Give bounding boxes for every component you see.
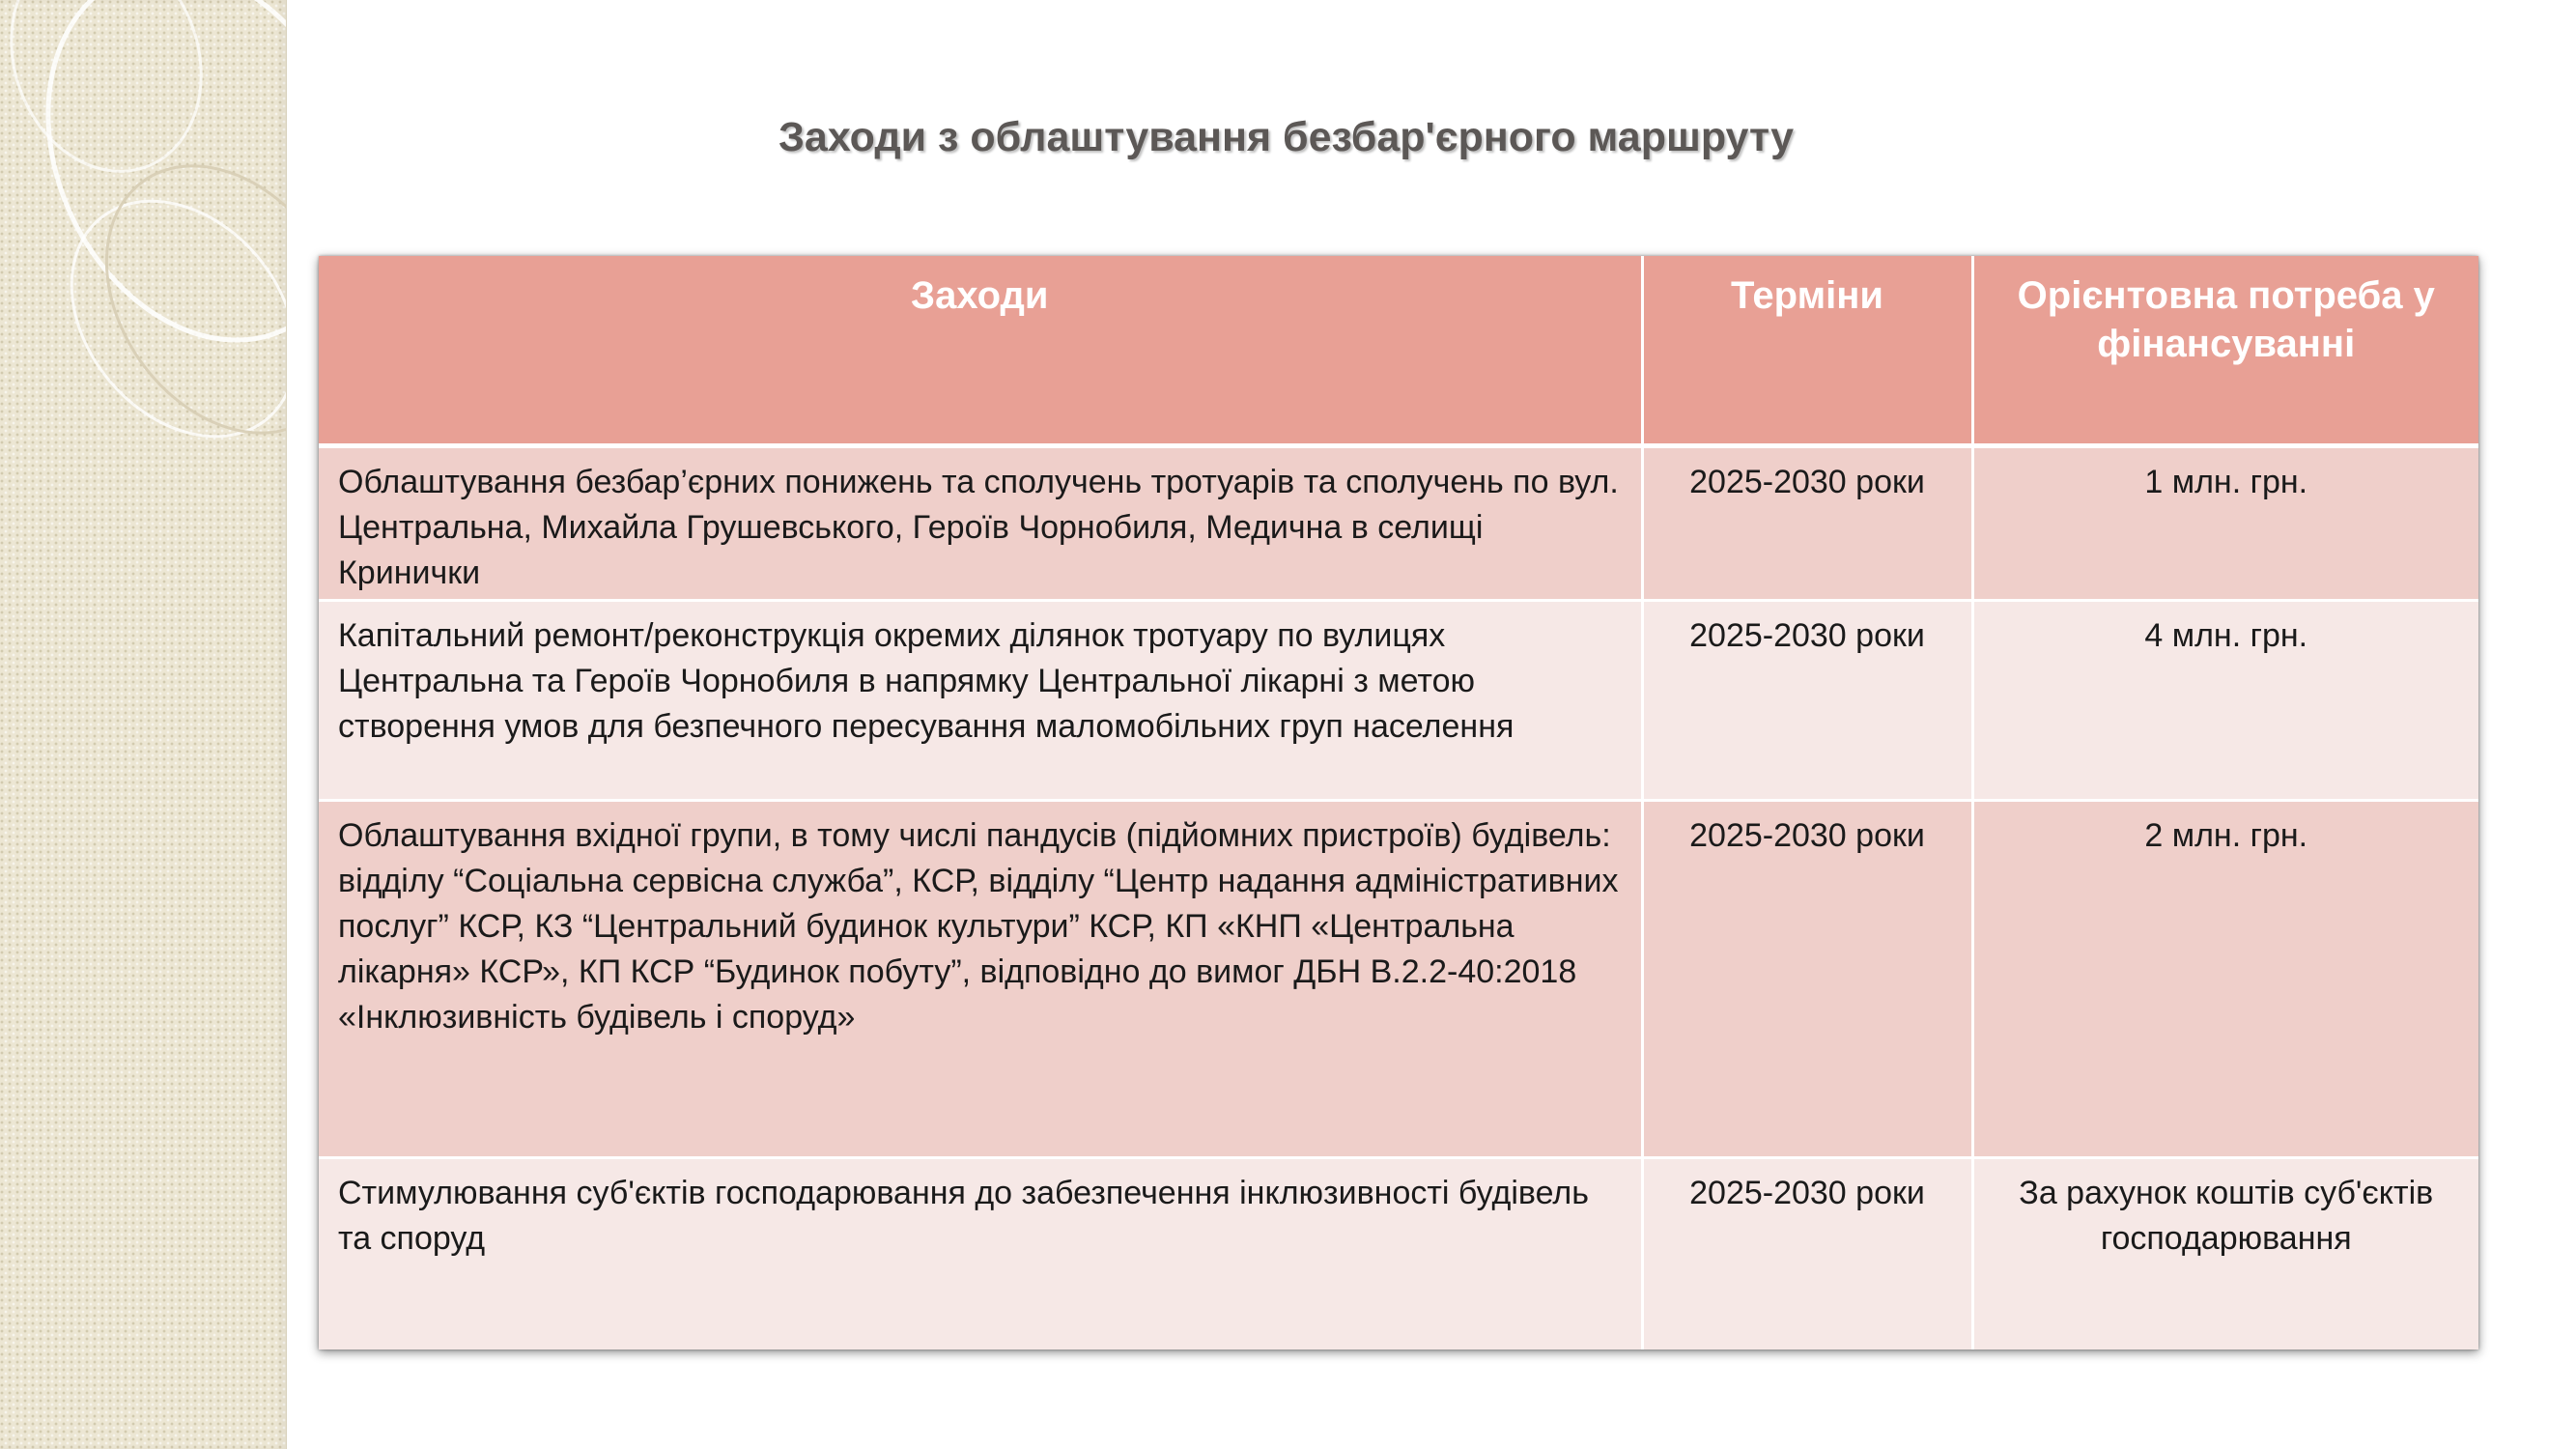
measure-cell: Облаштування вхідної групи, в тому числі пандусів (підйомних пристроїв) будівель: відділу “Соціальна сервісна служба”, КСР, відділу “Центр надання адміністративних послуг” КСР, КЗ “Центральний будинок культури” КСР, КП «КНП «Центральна лікарня» КСР», КП КСР “Будинок побуту”, відповідно до вимог ДБН В.2.2-40:2018 «Інклюзивність будівель і споруд» (319, 800, 1642, 1157)
header-terms: Терміни (1642, 256, 1972, 445)
term-cell: 2025-2030 роки (1642, 800, 1972, 1157)
measure-cell: Стимулювання суб'єктів господарювання до забезпечення інклюзивності будівель та споруд (319, 1157, 1642, 1350)
term-cell: 2025-2030 роки (1642, 445, 1972, 600)
measures-table-container (319, 256, 2478, 1350)
funding-cell: 4 млн. грн. (1972, 600, 2478, 800)
slide-title (0, 114, 2576, 161)
header-funding: Орієнтовна потреба у фінансуванні (1972, 256, 2478, 445)
funding-cell: 2 млн. грн. (1972, 800, 2478, 1157)
table-row (319, 600, 2478, 800)
measures-table (319, 256, 2478, 1350)
measure-cell: Облаштування безбар’єрних понижень та сполучень тротуарів та сполучень по вул. Центральна, Михайла Грушевського, Героїв Чорнобиля, Медична в селищі Кринички (319, 445, 1642, 600)
funding-cell: 1 млн. грн. (1972, 445, 2478, 600)
decorative-side-panel (0, 0, 287, 1449)
term-cell: 2025-2030 роки (1642, 1157, 1972, 1350)
table-header-row (319, 256, 2478, 445)
slide-title-text: Заходи з облаштування безбар'єрного маршруту (778, 114, 1795, 160)
measure-cell: Капітальний ремонт/реконструкція окремих ділянок тротуару по вулицях Центральна та Героїв Чорнобиля в напрямку Центральної лікарні з метою створення умов для безпечного пересування маломобільних груп населення (319, 600, 1642, 800)
table-row (319, 1157, 2478, 1350)
header-measures: Заходи (319, 256, 1642, 445)
term-cell: 2025-2030 роки (1642, 600, 1972, 800)
table-row (319, 445, 2478, 600)
funding-cell: За рахунок коштів суб'єктів господарювання (1972, 1157, 2478, 1350)
decorative-rings-graphic (0, 0, 286, 1449)
table-row (319, 800, 2478, 1157)
